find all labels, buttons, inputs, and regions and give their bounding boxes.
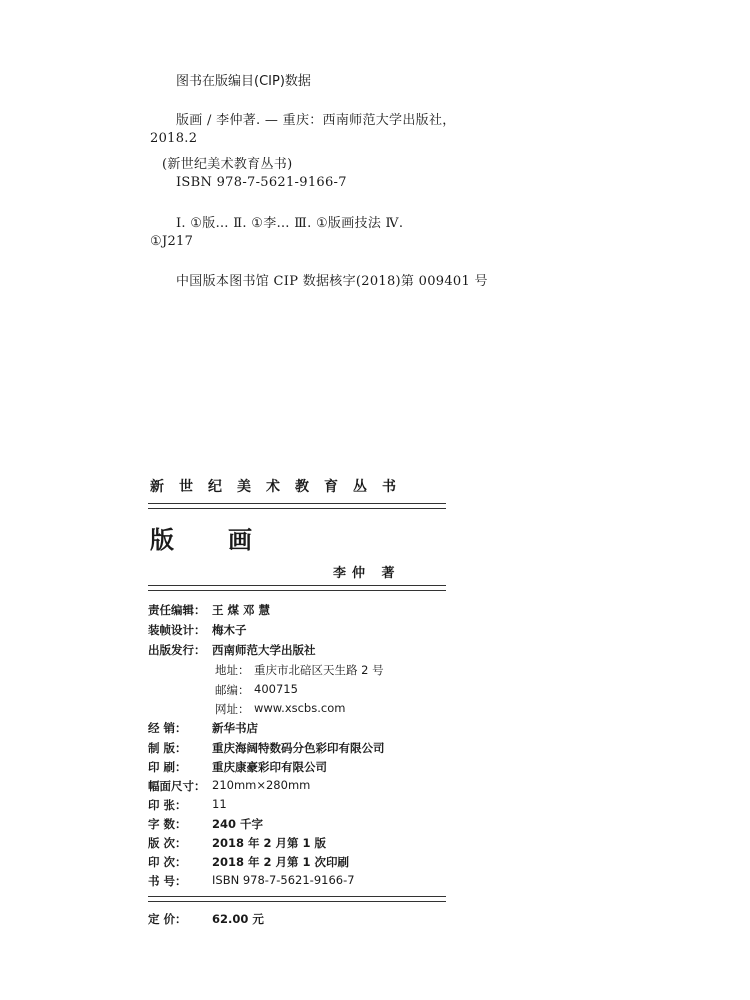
words-label: 字 数： (148, 817, 187, 831)
price-label: 定 价： (148, 912, 187, 926)
series-name: 新世纪美术教育丛书 (150, 479, 411, 495)
address-label: 地址： (215, 663, 250, 677)
price-value: 62.00 元 (212, 912, 264, 926)
editor-label: 责任编辑： (148, 603, 206, 617)
sheets-label: 印 张： (148, 798, 187, 812)
postcode-label: 邮编： (215, 683, 250, 697)
cip-line-series: (新世纪美术教育丛书) (162, 157, 293, 172)
size-value: 210mm×280mm (212, 778, 311, 792)
publisher-value: 西南师范大学出版社 (212, 643, 316, 657)
cip-line-title-author: 版画 / 李仲著. — 重庆：西南师范大学出版社， (176, 113, 456, 128)
book-title: 版画 (150, 526, 306, 554)
words-value: 240 千字 (212, 817, 264, 831)
plate-label: 制 版： (148, 741, 187, 755)
edition-label: 版 次： (148, 836, 187, 850)
isbn-label: 书 号： (148, 874, 187, 888)
website-label: 网址： (215, 702, 250, 716)
cip-line-date: 2018.2 (150, 131, 198, 146)
sheets-value: 11 (212, 797, 227, 811)
size-label: 幅面尺寸： (148, 779, 206, 793)
printer-label: 印 刷： (148, 760, 187, 774)
printer-value: 重庆康豪彩印有限公司 (212, 760, 327, 774)
website-value: www.xscbs.com (254, 701, 346, 715)
divider-top (148, 503, 446, 509)
divider-middle (148, 585, 446, 591)
cip-line-class-code: ①J217 (150, 234, 194, 249)
cip-line-isbn: ISBN 978-7-5621-9166-7 (176, 175, 347, 190)
editor-value: 王 煤 邓 慧 (212, 603, 271, 617)
design-value: 梅木子 (212, 623, 247, 637)
address-value: 重庆市北碚区天生路 2 号 (254, 663, 384, 677)
publisher-label: 出版发行： (148, 643, 206, 657)
distributor-label: 经 销： (148, 721, 187, 735)
cip-line-record-number: 中国版本图书馆 CIP 数据核字(2018)第 009401 号 (176, 274, 488, 289)
cip-line-classification: Ⅰ. ①版… Ⅱ. ①李… Ⅲ. ①版画技法 Ⅳ. (176, 216, 404, 231)
isbn-value: ISBN 978-7-5621-9166-7 (212, 873, 355, 887)
impression-label: 印 次： (148, 855, 187, 869)
plate-value: 重庆海阔特数码分色彩印有限公司 (212, 741, 385, 755)
edition-value: 2018 年 2 月第 1 版 (212, 836, 327, 850)
postcode-value: 400715 (254, 682, 298, 696)
design-label: 装帧设计： (148, 623, 206, 637)
distributor-value: 新华书店 (212, 721, 258, 735)
cip-heading: 图书在版编目(CIP)数据 (176, 74, 311, 89)
divider-bottom (148, 896, 446, 902)
author: 李仲 著 (333, 566, 401, 581)
impression-value: 2018 年 2 月第 1 次印刷 (212, 855, 350, 869)
